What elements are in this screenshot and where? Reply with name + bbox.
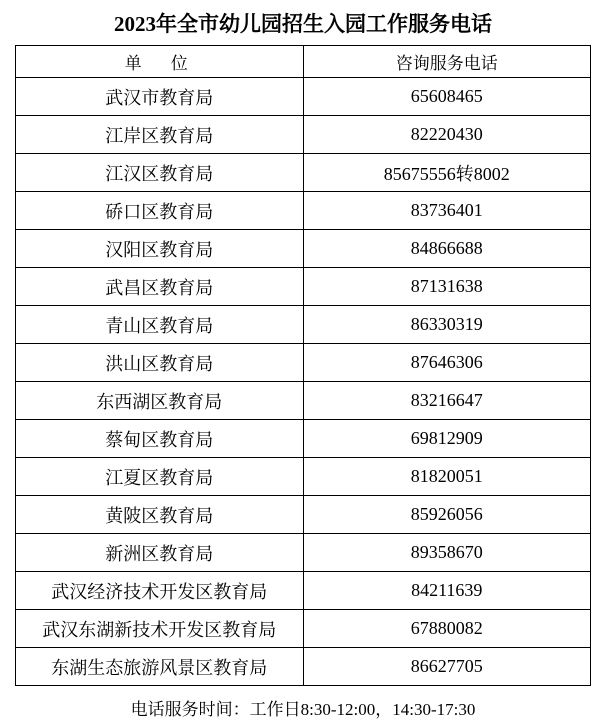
cell-unit: 硚口区教育局	[16, 192, 304, 230]
service-hours-note: 电话服务时间：工作日8:30-12:00，14:30-17:30	[130, 700, 476, 719]
cell-unit: 武昌区教育局	[16, 268, 304, 306]
phone-directory-table	[15, 45, 591, 686]
cell-phone: 85675556转8002	[303, 154, 591, 192]
table-row	[16, 382, 591, 420]
table-row	[16, 116, 591, 154]
column-header-unit: 单 位	[16, 46, 304, 78]
cell-phone: 89358670	[303, 534, 591, 572]
cell-unit: 江岸区教育局	[16, 116, 304, 154]
cell-unit: 武汉东湖新技术开发区教育局	[16, 610, 304, 648]
table-row	[16, 496, 591, 534]
table-row	[16, 306, 591, 344]
column-header-phone: 咨询服务电话	[303, 46, 591, 78]
cell-unit: 洪山区教育局	[16, 344, 304, 382]
cell-phone: 85926056	[303, 496, 591, 534]
cell-phone: 67880082	[303, 610, 591, 648]
cell-phone: 84866688	[303, 230, 591, 268]
cell-phone: 81820051	[303, 458, 591, 496]
cell-phone: 83736401	[303, 192, 591, 230]
table-row	[16, 344, 591, 382]
cell-phone: 65608465	[303, 78, 591, 116]
table-row	[16, 192, 591, 230]
cell-phone: 83216647	[303, 382, 591, 420]
table-row	[16, 572, 591, 610]
table-row	[16, 648, 591, 686]
cell-phone: 84211639	[303, 572, 591, 610]
table-row	[16, 268, 591, 306]
cell-unit: 新洲区教育局	[16, 534, 304, 572]
cell-phone: 86330319	[303, 306, 591, 344]
table-row	[16, 78, 591, 116]
cell-phone: 86627705	[303, 648, 591, 686]
table-row	[16, 610, 591, 648]
cell-unit: 武汉经济技术开发区教育局	[16, 572, 304, 610]
cell-unit: 东西湖区教育局	[16, 382, 304, 420]
cell-phone: 69812909	[303, 420, 591, 458]
page-title: 2023年全市幼儿园招生入园工作服务电话	[114, 12, 492, 36]
cell-unit: 青山区教育局	[16, 306, 304, 344]
cell-unit: 武汉市教育局	[16, 78, 304, 116]
table-header-row	[16, 46, 591, 78]
cell-unit: 江汉区教育局	[16, 154, 304, 192]
cell-phone: 82220430	[303, 116, 591, 154]
table-row	[16, 154, 591, 192]
cell-unit: 黄陂区教育局	[16, 496, 304, 534]
table-row	[16, 534, 591, 572]
table-header	[16, 46, 591, 78]
table-row	[16, 458, 591, 496]
table-row	[16, 420, 591, 458]
cell-unit: 江夏区教育局	[16, 458, 304, 496]
cell-unit: 东湖生态旅游风景区教育局	[16, 648, 304, 686]
cell-unit: 汉阳区教育局	[16, 230, 304, 268]
cell-phone: 87646306	[303, 344, 591, 382]
cell-phone: 87131638	[303, 268, 591, 306]
table-body	[16, 78, 591, 686]
table-row	[16, 230, 591, 268]
cell-unit: 蔡甸区教育局	[16, 420, 304, 458]
